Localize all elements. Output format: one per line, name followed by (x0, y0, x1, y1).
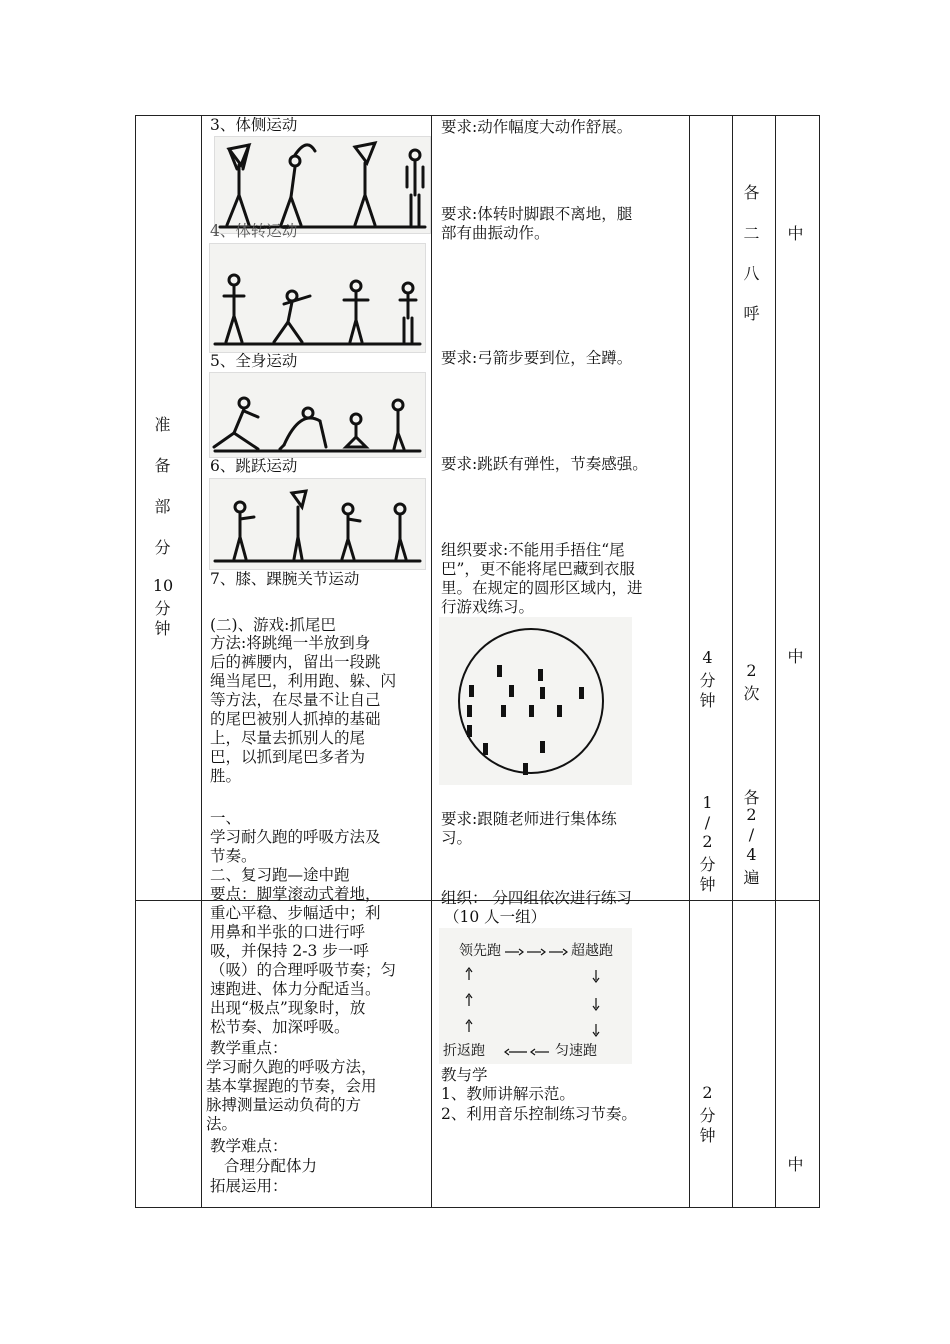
requirement-3: 要求:弓箭步要到位，全蹲。 (441, 349, 633, 367)
count-char: 4 (746, 845, 757, 864)
count-char: 各 (743, 788, 760, 807)
game-method-line: 等方法，在尽量不让自己 (210, 691, 381, 709)
time-char: 钟 (699, 1126, 716, 1145)
count-char: 二 (743, 224, 760, 243)
requirement-5-line: 里。在规定的圆形区域内，进 (441, 579, 643, 597)
section-char: 钟 (154, 619, 171, 638)
game-method-line: 上，尽量去抓别人的尾 (210, 729, 366, 747)
section-char: 分 (154, 538, 171, 557)
time-char: 2 (702, 832, 713, 851)
requirement-1: 要求:动作幅度大动作舒展。 (441, 118, 633, 136)
col-border-5 (775, 115, 776, 1208)
time-char: 分 (699, 1106, 716, 1125)
requirement-2-line: 要求:体转时脚跟不离地，腿 (441, 205, 633, 223)
game-method-line: 方法:将跳绳一半放到身 (210, 634, 371, 652)
count-char: 八 (743, 264, 760, 283)
requirement-2-line: 部有曲振动作。 (441, 224, 550, 242)
col-border-1 (201, 115, 202, 1208)
part2-point-line: 速跑进、体力分配适当。 (210, 980, 381, 998)
time-char: 1 (702, 793, 713, 812)
game-method-line: 的尾巴被别人抓掉的基础 (210, 710, 381, 728)
time-char: 钟 (699, 691, 716, 710)
running-route-diagram (439, 928, 632, 1064)
section-char: 备 (154, 456, 171, 475)
count-char: / (748, 825, 755, 844)
requirement-6-line: 要求:跟随老师进行集体练 (441, 810, 617, 828)
time-char: 分 (699, 855, 716, 874)
part2-title: 二、复习跑—途中跑 (210, 866, 350, 884)
part2-point-line: 重心平稳、步幅适中；利 (210, 904, 381, 922)
route-label-turnback: 折返跑 (443, 1043, 485, 1059)
exercise-3-title: 3、体侧运动 (210, 116, 298, 134)
col-border-0 (135, 115, 136, 1208)
part2-point-line: 用鼻和半张的口进行呼 (210, 923, 366, 941)
game-title: (二)、游戏:抓尾巴 (210, 616, 336, 634)
game-method-line: 绳当尾巴，利用跑、躲、闪 (210, 672, 397, 690)
teach-item-2: 2、利用音乐控制练习节奏。 (441, 1105, 637, 1123)
requirement-5-line: 行游戏练习。 (441, 598, 535, 616)
requirement-5-line: 巴”，更不能将尾巴藏到衣服 (441, 560, 635, 578)
requirement-5-line: 组织要求:不能用手捂住“尾 (441, 541, 625, 559)
game-circle-diagram (439, 617, 632, 785)
table-bottom-border (135, 1207, 820, 1208)
requirement-7-line: （10 人一组） (444, 908, 547, 926)
section-duration: 10 (152, 576, 174, 595)
time-char: / (704, 813, 711, 832)
game-method-line: 胜。 (210, 767, 242, 785)
difficulty-text: 合理分配体力 (224, 1157, 318, 1175)
route-label-steady: 匀速跑 (555, 1043, 597, 1059)
count-char: 2 (746, 805, 757, 824)
extension-title: 拓展运用： (210, 1177, 288, 1195)
col-border-6 (819, 115, 820, 1208)
exercise-5-title: 5、全身运动 (210, 352, 298, 370)
col-border-2 (431, 115, 432, 1208)
section-char: 部 (154, 497, 171, 516)
route-label-overtake: 超越跑 (571, 943, 613, 959)
intensity-value: 中 (787, 224, 804, 243)
section-char: 分 (154, 599, 171, 618)
key-point-title: 教学重点： (210, 1039, 288, 1057)
part1-line: 节奏。 (210, 847, 257, 865)
requirement-4: 要求:跳跃有弹性，节奏感强。 (441, 455, 648, 473)
col-border-4 (732, 115, 733, 1208)
key-point-line: 基本掌握跑的节奏，会用 (206, 1077, 377, 1095)
time-char: 2 (702, 1083, 713, 1102)
key-point-line: 学习耐久跑的呼吸方法， (206, 1058, 377, 1076)
intensity-value: 中 (787, 647, 804, 666)
part1-heading: 一、 (210, 809, 242, 827)
body-twist-illustration (209, 243, 426, 353)
intensity-value: 中 (787, 1155, 804, 1174)
count-char: 2 (746, 661, 757, 680)
part1-line: 学习耐久跑的呼吸方法及 (210, 828, 381, 846)
game-method-line: 巴，以抓到尾巴多者为 (210, 748, 366, 766)
teach-title: 教与学 (441, 1066, 488, 1084)
jumping-illustration (209, 478, 426, 570)
exercise-4-title: 4、体转运动 (210, 222, 298, 240)
section-char: 准 (154, 415, 171, 434)
count-char: 呼 (743, 304, 760, 323)
count-char: 遍 (743, 868, 760, 887)
teach-item-1: 1、教师讲解示范。 (441, 1085, 575, 1103)
count-char: 各 (743, 183, 760, 202)
requirement-7-line: 组织： 分四组依次进行练习 (441, 889, 632, 907)
time-char: 钟 (699, 875, 716, 894)
part2-point-line: 出现“极点”现象时，放 (210, 999, 366, 1017)
exercise-6-title: 6、跳跃运动 (210, 457, 298, 475)
route-label-lead: 领先跑 (459, 943, 501, 959)
route-arrows (466, 949, 599, 1055)
key-point-line: 脉搏测量运动负荷的方 (206, 1096, 362, 1114)
count-char: 次 (743, 684, 760, 703)
col-border-3 (689, 115, 690, 1208)
part2-point-line: 松节奏、加深呼吸。 (210, 1018, 350, 1036)
exercise-7-title: 7、膝、踝腕关节运动 (210, 570, 360, 588)
game-method-line: 后的裤腰内，留出一段跳 (210, 653, 381, 671)
part2-point-line: （吸）的合理呼吸节奏；匀 (210, 961, 397, 979)
time-char: 分 (699, 671, 716, 690)
part2-point-line: 吸，并保持 2-3 步一呼 (210, 942, 369, 960)
part2-point-line: 要点：脚掌滚动式着地， (210, 885, 381, 903)
requirement-6-line: 习。 (441, 829, 473, 847)
side-bend-illustration (214, 136, 431, 234)
time-char: 4 (702, 648, 713, 667)
difficulty-title: 教学难点： (210, 1137, 288, 1155)
full-body-illustration (209, 372, 426, 458)
key-point-line: 法。 (206, 1115, 238, 1133)
